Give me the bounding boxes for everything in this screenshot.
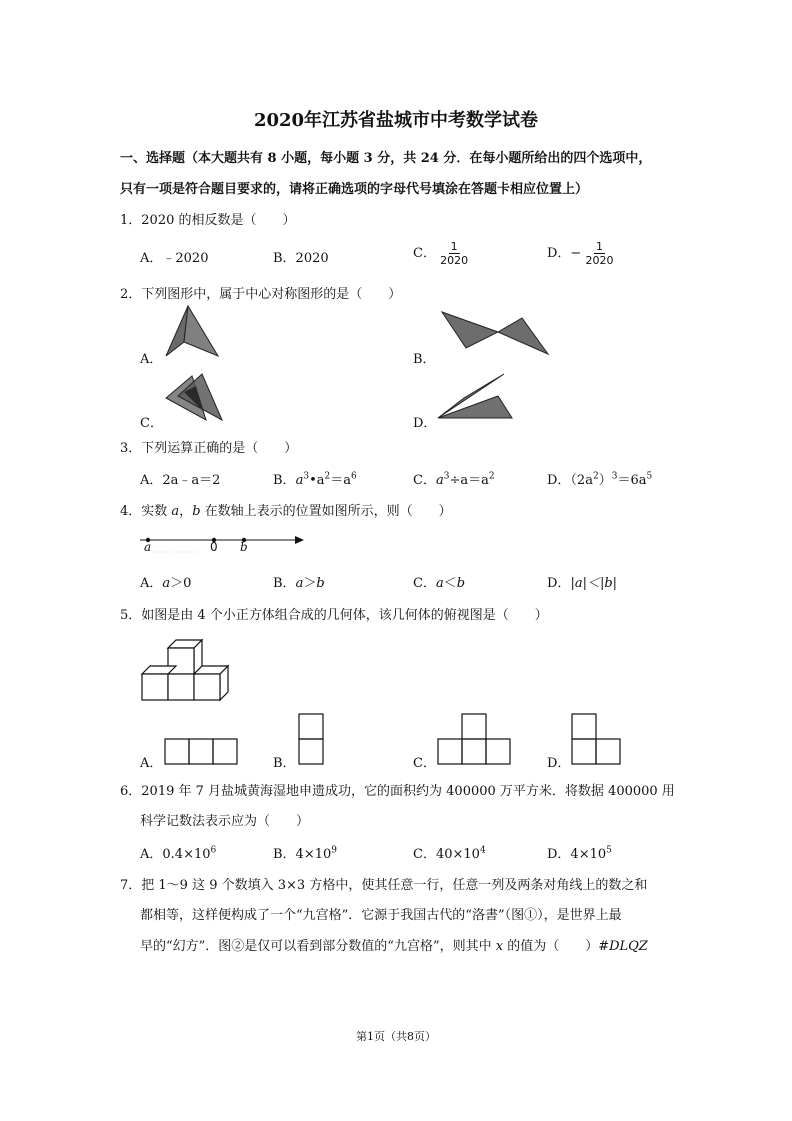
q4-option-d — [547, 572, 617, 591]
q3-d-exp2: 3 — [611, 471, 618, 482]
q5-figure-c-t-shape — [437, 713, 513, 767]
q1-option-c-fraction — [440, 240, 468, 267]
q3-stem: 3．下列运算正确的是（ ） — [120, 441, 298, 456]
q3-d-mid: ） — [598, 473, 612, 488]
q7-line3-pre: 早的“幻方”．图②是仅可以看到部分数值的“九宫格”，则其中 — [140, 939, 496, 954]
q3-b-mid: •a — [309, 473, 325, 488]
q3-d-label: D．（2a — [547, 473, 593, 488]
q4-option-b — [273, 572, 325, 591]
q3-b-exp3: 6 — [350, 471, 357, 482]
q3-option-b — [273, 469, 357, 488]
q5-option-b: B． — [273, 756, 296, 771]
q3-d-exp3: 5 — [646, 471, 653, 482]
q3-c-label: C． — [413, 473, 436, 488]
q5-stem: 5．如图是由 4 个小正方体组合成的几何体，该几何体的俯视图是（ ） — [120, 608, 548, 623]
q4-c-var: a — [435, 576, 444, 591]
q7-line3-x: x — [495, 939, 504, 954]
q2-option-a: A． — [140, 352, 163, 367]
q3-c-base: a — [435, 473, 444, 488]
q6-a-text: A．0.4×10 — [140, 847, 211, 862]
q3-b-eq: ＝a — [330, 473, 351, 488]
q1-option-d-fraction — [585, 240, 613, 267]
q2-option-b: B． — [413, 352, 436, 367]
page-title: 2020年江苏省盐城市中考数学试卷 — [253, 110, 539, 131]
q1-stem: 1．2020 的相反数是（ ） — [120, 213, 296, 228]
q3-option-c — [413, 469, 495, 488]
q4-stem-a: a — [171, 504, 180, 519]
q6-a-exp: 6 — [210, 845, 217, 856]
q1-c-denominator: 2020 — [440, 254, 469, 267]
q1-option-b: B．2020 — [273, 251, 329, 266]
q4-label-b: b — [240, 540, 248, 554]
q3-b-exp2: 2 — [324, 471, 331, 482]
q4-label-a: a — [144, 540, 152, 554]
q6-stem-line1: 6．2019 年 7 月盐城黄海湿地申遗成功，它的面积约为 400000 万平方米．将数据 400000 用 — [120, 784, 675, 799]
q1-d-denominator: 2020 — [585, 254, 614, 267]
q4-b-var2: b — [316, 576, 325, 591]
q1-option-a: A．﹣2020 — [140, 251, 209, 266]
q5-figure-b-column-of-two — [298, 713, 326, 767]
q3-d-exp1: 2 — [592, 471, 599, 482]
q3-c-exp1: 3 — [443, 471, 450, 482]
q4-b-var: a — [295, 576, 304, 591]
page-footer: 第1页（共8页） — [356, 1030, 436, 1043]
q4-a-var: a — [162, 576, 171, 591]
q4-d-label: D． — [547, 576, 571, 591]
q1-c-numerator: 1 — [450, 240, 458, 253]
q6-option-d — [547, 843, 612, 862]
q6-b-text: B．4×10 — [273, 847, 332, 862]
q2-figure-a-arrowhead — [160, 304, 230, 364]
q7-stem-line2: 都相等，这样便构成了一个“九宫格”．它源于我国古代的“洛書”（图①），是世界上最 — [140, 908, 622, 923]
q4-d-expr: |a|＜|b| — [570, 576, 618, 591]
q6-c-text: C．40×10 — [413, 847, 480, 862]
q5-option-d: D． — [547, 756, 571, 771]
q6-option-b — [273, 843, 337, 862]
q7-stem-line3 — [140, 935, 648, 954]
q1-option-c-label: C． — [413, 246, 436, 261]
q4-stem-b: b — [192, 504, 201, 519]
q3-option-d — [547, 469, 652, 488]
q3-b-label: B． — [273, 473, 296, 488]
q2-option-d: D． — [413, 416, 437, 431]
q4-b-rel: ＞ — [303, 576, 317, 591]
q6-option-a — [140, 843, 216, 862]
q1-d-numerator: 1 — [595, 240, 603, 253]
q6-d-exp: 5 — [606, 845, 612, 856]
q4-stem-comma: ， — [179, 504, 193, 519]
q4-option-a — [140, 572, 191, 591]
q2-figure-c-overlapping-triangles — [162, 372, 227, 427]
q6-d-text: D．4×10 — [547, 847, 607, 862]
q4-stem-post: 在数轴上表示的位置如图所示，则（ ） — [200, 504, 452, 519]
section-heading-line1: 一、选择题（本大题共有 8 小题，每小题 3 分，共 24 分．在每小题所给出的四个选项中， — [120, 151, 652, 166]
q4-b-label: B． — [273, 576, 296, 591]
q4-label-0: 0 — [210, 540, 218, 554]
q6-option-c — [413, 843, 486, 862]
q6-stem-line2: 科学记数法表示应为（ ） — [140, 814, 310, 829]
q2-figure-d-spikes — [434, 370, 519, 425]
q4-c-rel: ＜ — [443, 576, 457, 591]
q4-c-var2: b — [456, 576, 466, 591]
q5-figure-d-l-shape — [571, 713, 623, 767]
q5-solid-figure — [140, 634, 240, 704]
q5-option-c: C． — [413, 756, 436, 771]
q5-option-a: A． — [140, 756, 163, 771]
q1-option-d-label: D．− — [547, 246, 582, 261]
q3-b-exp1: 3 — [303, 471, 310, 482]
q4-stem-pre: 4．实数 — [120, 504, 172, 519]
q7-line3-post: 的值为（ ） — [503, 939, 599, 954]
q1-option-c — [413, 240, 468, 267]
q2-option-c: C． — [140, 416, 163, 431]
q7-tag: #DLQZ — [598, 939, 648, 954]
q3-c-mid: ÷a＝a — [449, 473, 489, 488]
q6-c-exp: 4 — [479, 845, 486, 856]
q1-option-d — [547, 240, 613, 267]
q3-d-eq: ＝6a — [617, 473, 647, 488]
q2-figure-b-bowtie — [438, 308, 553, 360]
q3-b-base: a — [295, 473, 304, 488]
q5-figure-a-row-of-three — [164, 738, 240, 766]
q4-option-c — [413, 572, 465, 591]
q4-stem — [120, 500, 452, 519]
q4-a-label: A． — [140, 576, 163, 591]
q7-stem-line1: 7．把 1～9 这 9 个数填入 3×3 方格中，使其任意一行，任意一列及两条对角线上的数之和 — [120, 878, 648, 893]
q4-number-line — [138, 532, 308, 558]
q4-c-label: C． — [413, 576, 436, 591]
q2-stem: 2．下列图形中，属于中心对称图形的是（ ） — [120, 287, 402, 302]
q3-c-exp2: 2 — [488, 471, 495, 482]
section-heading-line2: 只有一项是符合题目要求的，请将正确选项的字母代号填涂在答题卡相应位置上） — [120, 182, 589, 197]
q3-option-a: A．2a﹣a＝2 — [140, 473, 221, 488]
q4-a-rel: ＞0 — [170, 576, 192, 591]
q6-b-exp: 9 — [331, 845, 337, 856]
